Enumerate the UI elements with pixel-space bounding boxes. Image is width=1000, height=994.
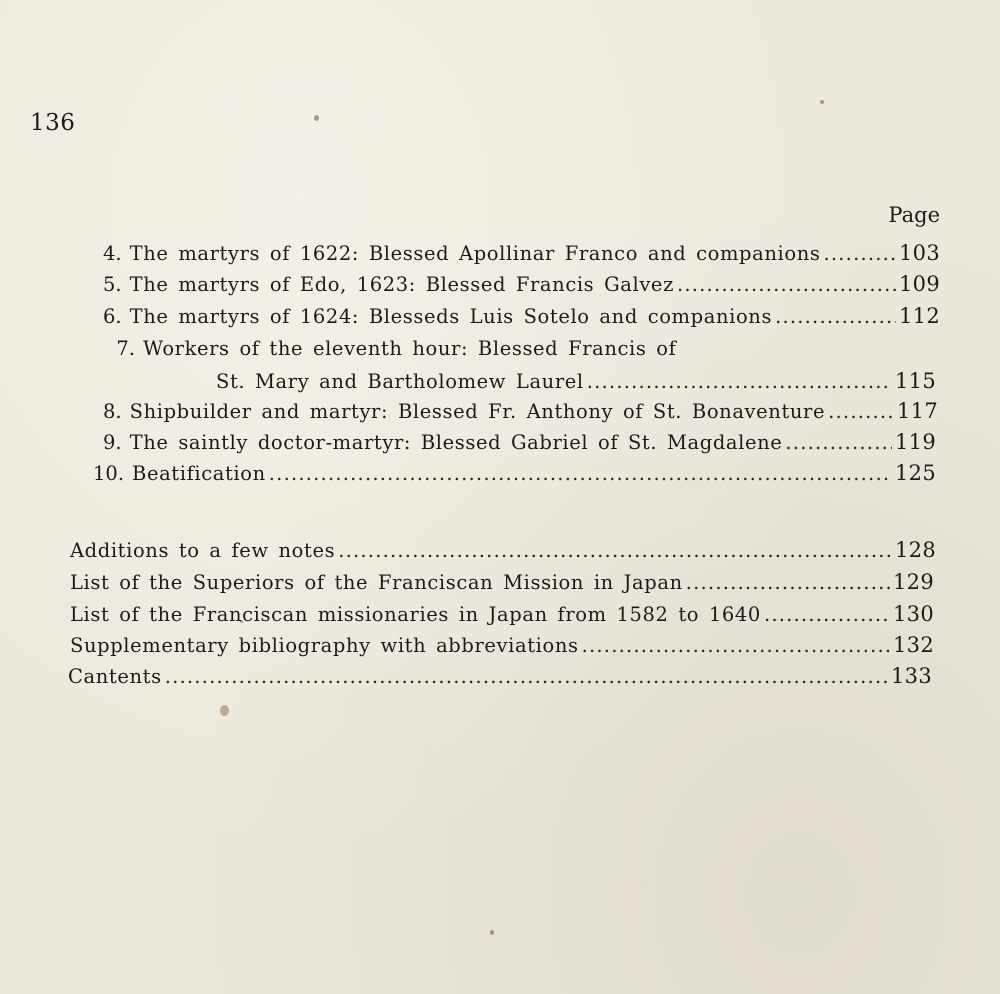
entry-number: 10.: [93, 462, 125, 485]
appendix-title: List of the Superiors of the Franciscan Mission in Japan: [70, 571, 683, 594]
toc-entry: [103, 271, 940, 298]
entry-number: 5.: [103, 273, 122, 296]
toc-entry: [103, 429, 936, 456]
toc-appendix-entry: [70, 632, 934, 659]
toc-entry: [103, 240, 940, 267]
dot-leader: [165, 664, 888, 690]
toc-entry: [93, 460, 936, 487]
dot-leader: [775, 304, 896, 330]
appendix-title: List of the Franciscan missionaries in Japan from 1582 to 1640: [70, 603, 761, 626]
entry-number: 8.: [103, 400, 122, 423]
entry-page: 119: [895, 430, 936, 454]
entry-title: Shipbuilder and martyr: Blessed Fr. Anthony of St. Bonaventure: [129, 400, 826, 423]
entry-title: Workers of the eleventh hour: Blessed Francis of: [143, 337, 677, 360]
toc-entry: [103, 398, 938, 425]
toc-entry: [103, 336, 940, 362]
toc-entry-continuation: [216, 368, 936, 395]
appendix-page: 129: [893, 570, 934, 594]
entry-number: 4.: [103, 242, 122, 265]
toc-appendix-entry: [70, 569, 934, 596]
entry-page: 125: [895, 461, 936, 485]
entry-title: Beatification: [132, 462, 266, 485]
appendix-title: Cantents: [68, 665, 162, 688]
entry-title: The martyrs of Edo, 1623: Blessed Francis Galvez: [129, 273, 674, 296]
dot-leader: [338, 538, 892, 564]
toc-entry: [103, 303, 940, 330]
entry-number: 6.: [103, 305, 122, 328]
entry-title-continuation: St. Mary and Bartholomew Laurel: [216, 370, 584, 393]
dot-leader: [764, 602, 890, 628]
toc-appendix-entry: [68, 663, 932, 690]
entry-title: The saintly doctor-martyr: Blessed Gabriel of St. Magdalene: [129, 431, 783, 454]
dot-leader: [785, 430, 892, 456]
page-column-label: Page: [888, 203, 940, 227]
appendix-page: 128: [895, 538, 936, 562]
appendix-page: 130: [893, 602, 934, 626]
toc-appendix-entry: [70, 601, 934, 628]
entry-page: 103: [899, 241, 940, 265]
dot-leader: [582, 633, 890, 659]
dot-leader: [686, 570, 890, 596]
entry-page: 112: [899, 304, 940, 328]
entry-page: 117: [897, 399, 938, 423]
entry-page: 115: [895, 369, 936, 393]
dot-leader: [269, 461, 892, 487]
dot-leader: [587, 369, 892, 395]
dot-leader: [677, 272, 896, 298]
appendix-page: 133: [891, 664, 932, 688]
dot-leader: [828, 399, 894, 425]
entry-title: The martyrs of 1622: Blessed Apollinar Franco and companions: [129, 242, 821, 265]
appendix-title: Supplementary bibliography with abbreviations: [70, 634, 579, 657]
page-number: 136: [30, 110, 76, 136]
entry-number: 7.: [116, 337, 135, 360]
appendix-page: 132: [893, 633, 934, 657]
toc-appendix-entry: [70, 537, 936, 564]
appendix-title: Additions to a few notes: [70, 539, 336, 562]
dot-leader: [823, 241, 896, 267]
entry-title: The martyrs of 1624: Blesseds Luis Sotelo and companions: [129, 305, 773, 328]
entry-page: 109: [899, 272, 940, 296]
entry-number: 9.: [103, 431, 122, 454]
